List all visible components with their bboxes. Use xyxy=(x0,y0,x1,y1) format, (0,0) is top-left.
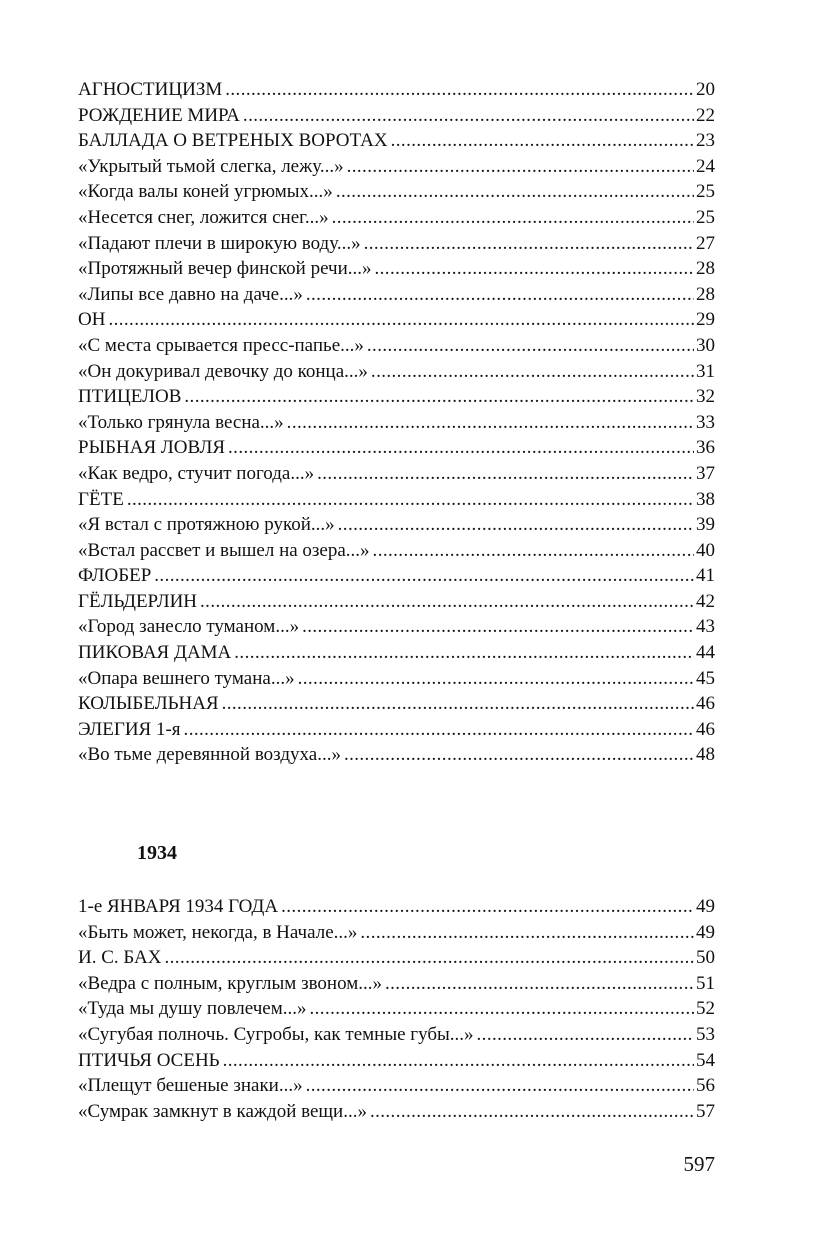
dot-leader xyxy=(332,205,694,231)
toc-entry-title: БАЛЛАДА О ВЕТРЕНЫХ ВОРОТАХ xyxy=(78,130,388,152)
toc-entry-page: 23 xyxy=(696,130,715,152)
toc-entry xyxy=(78,1048,715,1074)
toc-entry xyxy=(78,333,715,359)
toc-entry-page: 24 xyxy=(696,155,715,177)
toc-entry-page: 27 xyxy=(696,232,715,254)
toc-entry-page: 20 xyxy=(696,79,715,100)
toc-entry-page: 25 xyxy=(696,206,715,228)
toc-entry-page: 22 xyxy=(696,104,715,126)
toc-entry-page: 43 xyxy=(696,616,715,638)
dot-leader xyxy=(370,1099,694,1125)
toc-entry-page: 29 xyxy=(696,309,715,331)
dot-leader xyxy=(234,640,694,666)
dot-leader xyxy=(306,1073,694,1099)
toc-entry xyxy=(78,487,715,513)
toc-entry xyxy=(78,640,715,666)
dot-leader xyxy=(347,154,694,180)
dot-leader xyxy=(371,359,694,385)
toc-entry xyxy=(78,205,715,231)
dot-leader xyxy=(222,691,694,717)
toc-entry xyxy=(78,563,715,589)
toc-entry-title: АГНОСТИЦИЗМ xyxy=(78,79,223,100)
toc-entry-page: 46 xyxy=(696,693,715,715)
dot-leader xyxy=(360,920,694,946)
dot-leader xyxy=(225,77,694,103)
toc-entry-title: ОН xyxy=(78,309,106,331)
toc-entry-title: РОЖДЕНИЕ МИРА xyxy=(78,104,240,126)
toc-entry-page: 33 xyxy=(696,411,715,433)
toc-entry-page: 42 xyxy=(696,590,715,612)
toc-entry-page: 32 xyxy=(696,386,715,408)
section-heading-1934: 1934 xyxy=(137,842,177,864)
toc-entry-title: «Опара вешнего тумана...» xyxy=(78,667,295,689)
toc-entry-page: 48 xyxy=(696,744,715,766)
toc-entry xyxy=(78,307,715,333)
dot-leader xyxy=(317,461,694,487)
toc-entry xyxy=(78,894,715,920)
dot-leader xyxy=(184,717,694,743)
toc-entry-page: 38 xyxy=(696,488,715,510)
dot-leader xyxy=(385,971,694,997)
toc-entry-title: «Несется снег, ложится снег...» xyxy=(78,206,329,228)
dot-leader xyxy=(336,179,694,205)
toc-entry-title: «Во тьме деревянной воздуха...» xyxy=(78,744,341,766)
toc-entry-page: 25 xyxy=(696,181,715,203)
dot-leader xyxy=(127,487,694,513)
toc-entry xyxy=(78,179,715,205)
toc-entry-title: «С места срывается пресс-папье...» xyxy=(78,334,364,356)
toc-entry xyxy=(78,435,715,461)
dot-leader xyxy=(223,1048,694,1074)
page-number: 597 xyxy=(683,1152,715,1176)
toc-entry-page: 53 xyxy=(696,1023,715,1045)
toc-entry-title: «Ведра с полным, круглым звоном...» xyxy=(78,972,382,994)
toc-entry-title: ПИКОВАЯ ДАМА xyxy=(78,642,232,664)
dot-leader xyxy=(281,894,694,920)
toc-entry-page: 40 xyxy=(696,539,715,561)
toc-entry xyxy=(78,282,715,308)
toc-entry-title: ЭЛЕГИЯ 1-я xyxy=(78,718,181,740)
toc-entry-title: «Плещут бешеные знаки...» xyxy=(78,1075,303,1097)
toc-entry-page: 54 xyxy=(696,1049,715,1071)
dot-leader xyxy=(344,742,694,768)
toc-entry xyxy=(78,920,715,946)
toc-entry xyxy=(78,103,715,129)
toc-list-part2 xyxy=(78,894,715,1124)
dot-leader xyxy=(184,384,694,410)
dot-leader xyxy=(306,282,694,308)
toc-entry-page: 46 xyxy=(696,718,715,740)
toc-entry-page: 52 xyxy=(696,998,715,1020)
toc-entry-page: 30 xyxy=(696,334,715,356)
toc-entry xyxy=(78,538,715,564)
toc-entry xyxy=(78,1073,715,1099)
toc-entry xyxy=(78,128,715,154)
dot-leader xyxy=(154,563,694,589)
toc-entry-page: 44 xyxy=(696,642,715,664)
toc-entry-title: «Сугубая полночь. Сугробы, как темные губы...» xyxy=(78,1023,474,1045)
dot-leader xyxy=(310,996,695,1022)
toc-entry xyxy=(78,256,715,282)
dot-leader xyxy=(287,410,694,436)
toc-entry-page: 28 xyxy=(696,283,715,305)
toc-entry xyxy=(78,231,715,257)
toc-entry-page: 36 xyxy=(696,437,715,459)
toc-entry-page: 57 xyxy=(696,1100,715,1122)
toc-entry-title: «Падают плечи в широкую воду...» xyxy=(78,232,361,254)
toc-entry-title: «Я встал с протяжною рукой...» xyxy=(78,514,335,536)
dot-leader xyxy=(373,538,694,564)
dot-leader xyxy=(391,128,694,154)
dot-leader xyxy=(243,103,694,129)
toc-entry-page: 39 xyxy=(696,514,715,536)
toc-entry xyxy=(78,691,715,717)
toc-entry xyxy=(78,512,715,538)
toc-entry-page: 41 xyxy=(696,565,715,587)
toc-entry-page: 37 xyxy=(696,462,715,484)
toc-list-part1 xyxy=(78,77,715,768)
toc-entry xyxy=(78,996,715,1022)
toc-entry-title: «Когда валы коней угрюмых...» xyxy=(78,181,333,203)
dot-leader xyxy=(200,589,694,615)
toc-entry-page: 31 xyxy=(696,360,715,382)
toc-entry xyxy=(78,384,715,410)
toc-entry-title: «Укрытый тьмой слегка, лежу...» xyxy=(78,155,344,177)
dot-leader xyxy=(338,512,694,538)
dot-leader xyxy=(298,666,694,692)
dot-leader xyxy=(302,614,694,640)
toc-entry-page: 49 xyxy=(696,921,715,943)
toc-entry-title: ФЛОБЕР xyxy=(78,565,152,587)
toc-entry-title: «Туда мы душу повлечем...» xyxy=(78,998,307,1020)
toc-entry xyxy=(78,1022,715,1048)
toc-entry xyxy=(78,359,715,385)
toc-entry-page: 45 xyxy=(696,667,715,689)
toc-entry xyxy=(78,971,715,997)
toc-entry xyxy=(78,742,715,768)
toc-entry-title: «Липы все давно на даче...» xyxy=(78,283,303,305)
toc-entry-page: 49 xyxy=(696,896,715,917)
dot-leader xyxy=(477,1022,694,1048)
dot-leader xyxy=(367,333,694,359)
toc-entry-title: ГЁТЕ xyxy=(78,488,124,510)
toc-entry-title: «Сумрак замкнут в каждой вещи...» xyxy=(78,1100,367,1122)
toc-entry xyxy=(78,666,715,692)
toc-entry xyxy=(78,154,715,180)
toc-entry-title: ГЁЛЬДЕРЛИН xyxy=(78,590,198,612)
dot-leader xyxy=(364,231,694,257)
toc-entry-title: «Встал рассвет и вышел на озера...» xyxy=(78,539,370,561)
toc-entry xyxy=(78,77,715,103)
dot-leader xyxy=(165,945,695,971)
toc-entry-title: 1-е ЯНВАРЯ 1934 ГОДА xyxy=(78,896,279,917)
toc-entry-title: «Как ведро, стучит погода...» xyxy=(78,462,315,484)
toc-entry xyxy=(78,589,715,615)
toc-entry xyxy=(78,1099,715,1125)
toc-entry xyxy=(78,945,715,971)
toc-entry-title: «Он докуривал девочку до конца...» xyxy=(78,360,368,382)
toc-entry-page: 50 xyxy=(696,947,715,969)
dot-leader xyxy=(375,256,695,282)
toc-entry-title: РЫБНАЯ ЛОВЛЯ xyxy=(78,437,226,459)
toc-entry-title: И. С. БАХ xyxy=(78,947,162,969)
dot-leader xyxy=(228,435,694,461)
toc-entry-title: ПТИЦЕЛОВ xyxy=(78,386,182,408)
toc-entry xyxy=(78,614,715,640)
toc-entry-page: 28 xyxy=(696,258,715,280)
toc-entry-title: «Быть может, некогда, в Начале...» xyxy=(78,921,358,943)
toc-entry-title: «Протяжный вечер финской речи...» xyxy=(78,258,372,280)
toc-entry-page: 51 xyxy=(696,972,715,994)
toc-entry xyxy=(78,410,715,436)
toc-entry-title: КОЛЫБЕЛЬНАЯ xyxy=(78,693,219,715)
toc-entry-title: ПТИЧЬЯ ОСЕНЬ xyxy=(78,1049,220,1071)
toc-entry-page: 56 xyxy=(696,1075,715,1097)
toc-entry xyxy=(78,717,715,743)
toc-entry-title: «Только грянула весна...» xyxy=(78,411,284,433)
toc-entry-title: «Город занесло туманом...» xyxy=(78,616,300,638)
dot-leader xyxy=(108,307,694,333)
toc-entry xyxy=(78,461,715,487)
